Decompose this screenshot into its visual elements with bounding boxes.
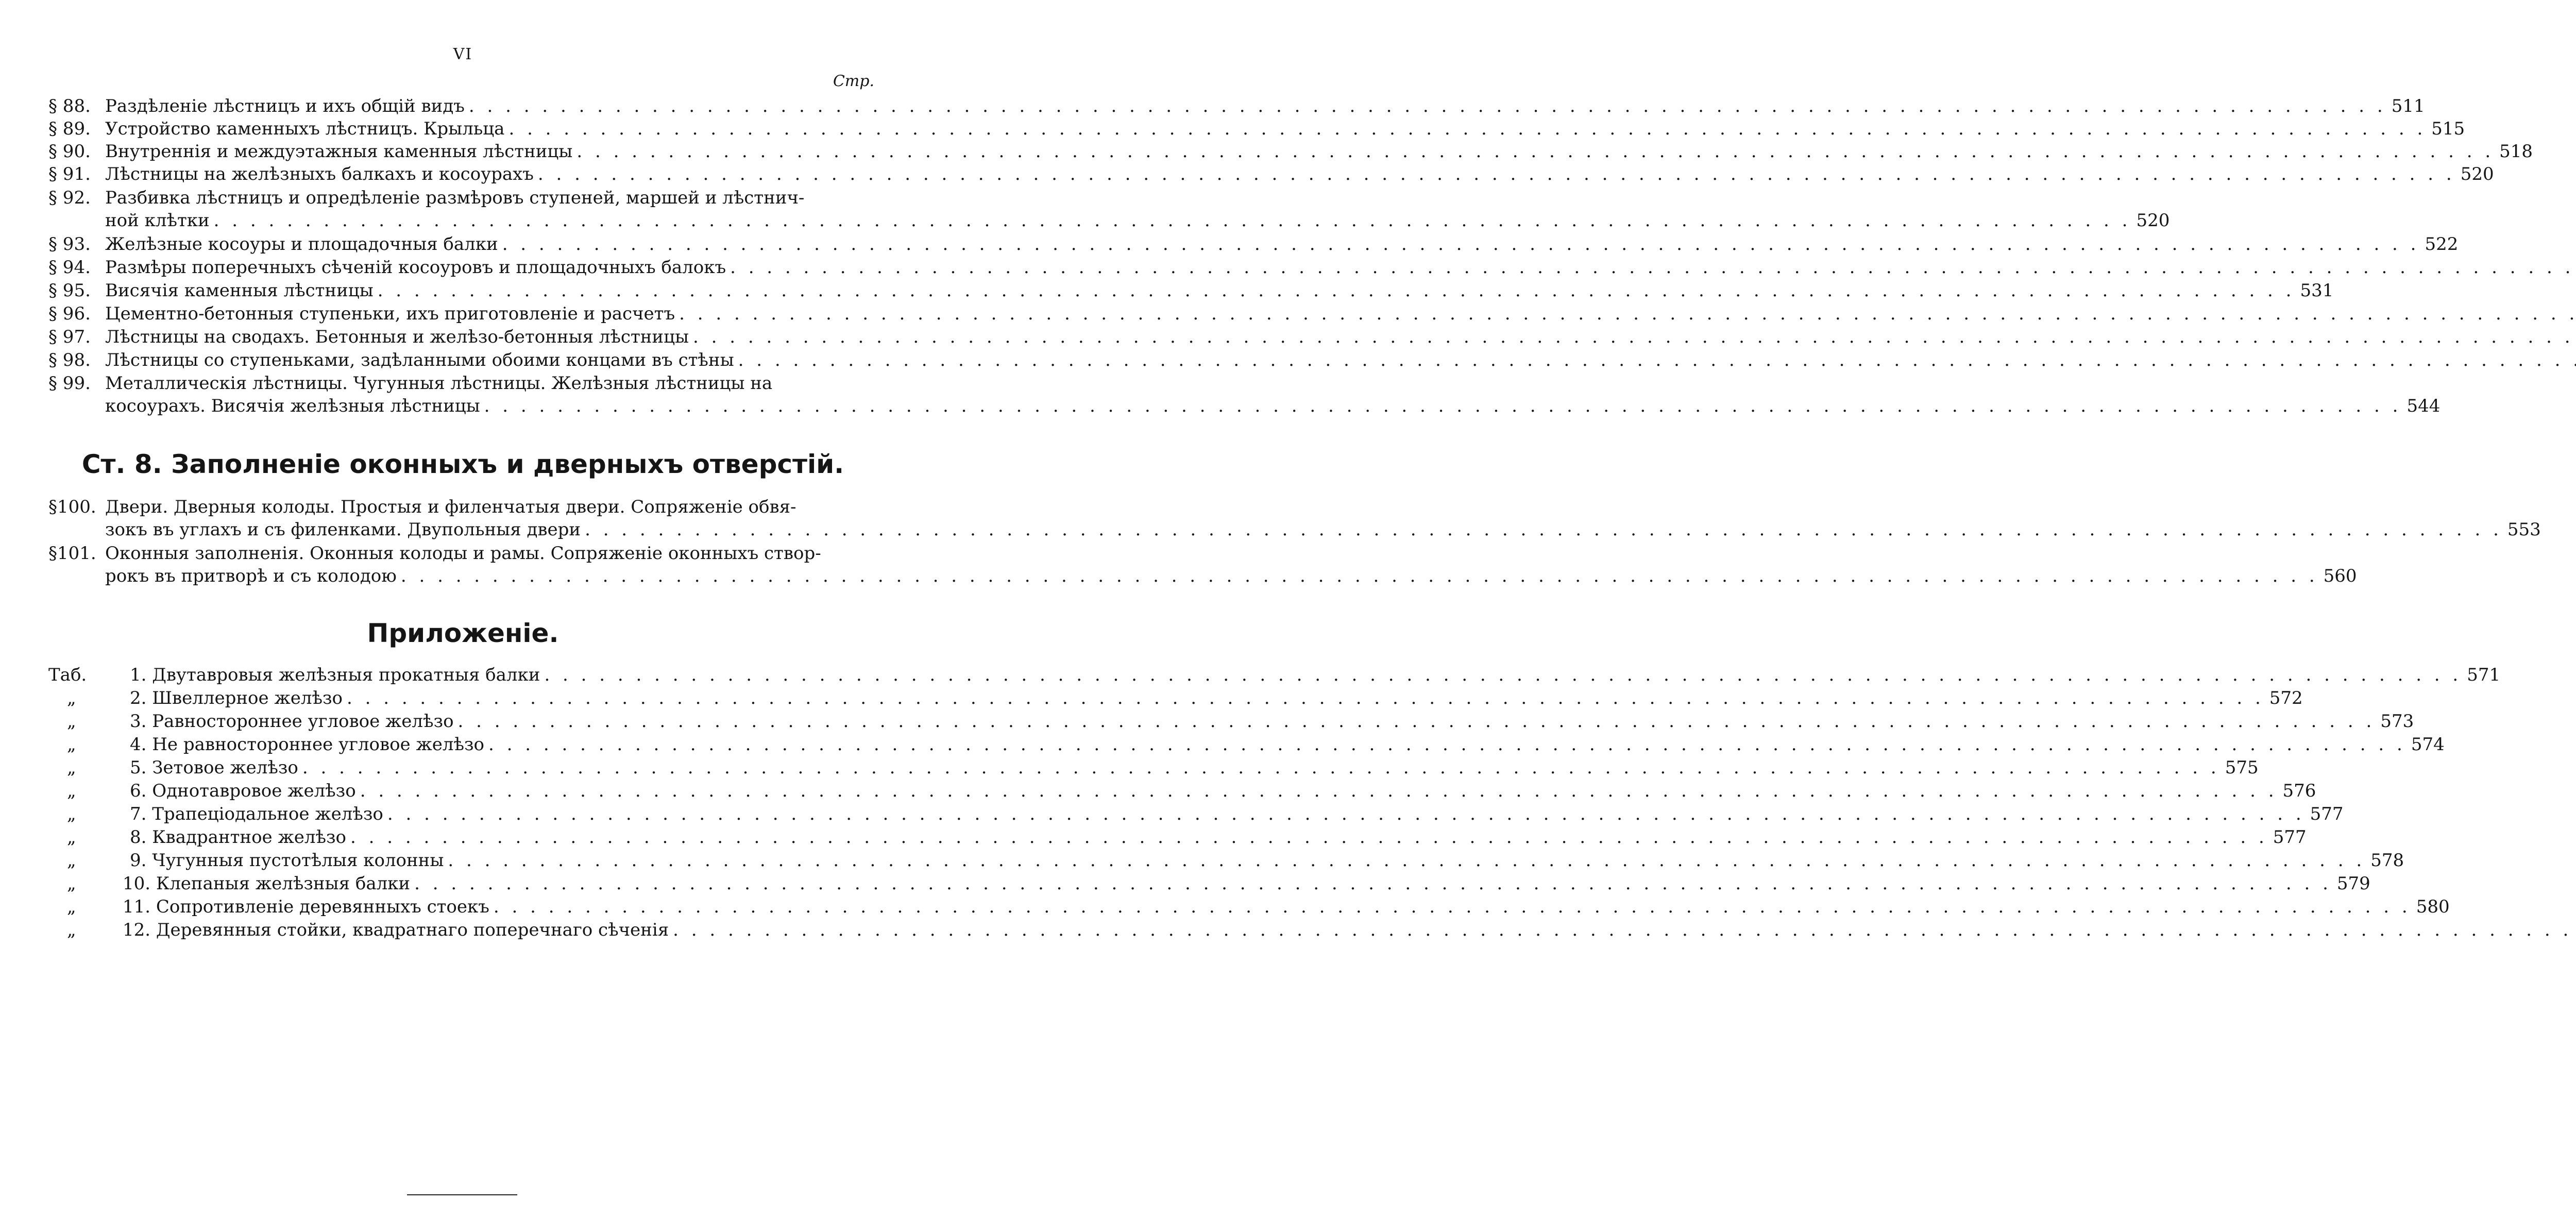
leader-dots (689, 326, 2576, 348)
leader-dots (498, 233, 2420, 256)
table-entry (48, 919, 878, 941)
toc-entry (48, 140, 2533, 163)
entry-title: Разбивка лѣстницъ и опредѣленіе размѣровъ ступеней, маршей и лѣстнич- (105, 188, 805, 208)
entry-number: § 93. (48, 234, 91, 255)
entry-page: 578 (2370, 850, 2404, 871)
entry-title-cont: ной клѣтки (105, 210, 210, 231)
table-entry (48, 895, 2450, 918)
leader-dots (572, 140, 2494, 163)
leader-dots (397, 565, 2318, 587)
entry-page: 522 (2425, 234, 2459, 255)
leader-dots (540, 664, 2462, 686)
leader-dots (726, 256, 2576, 279)
entry-title: 2. Швеллерное желѣзо (130, 688, 343, 708)
entry-title: Цементно-бетонныя ступеньки, ихъ приготовленіе и расчетъ (105, 303, 675, 324)
leader-dots (444, 849, 2365, 872)
entry-page: 580 (2416, 896, 2450, 917)
toc-entry (48, 302, 878, 325)
entry-number: „ (67, 896, 76, 917)
toc-entry (48, 233, 2459, 256)
toc-entry (48, 372, 2441, 417)
leader-dots (734, 349, 2576, 371)
entry-title: 12. Деревянныя стойки, квадратнаго поперечнаго сѣченія (123, 920, 669, 940)
table-entry (48, 803, 2344, 825)
entry-number: § 88. (48, 96, 91, 116)
table-entry (48, 780, 2316, 802)
entry-page: 515 (2431, 119, 2465, 139)
entry-page: 575 (2225, 757, 2259, 778)
entry-number: § 91. (48, 164, 91, 184)
table-entry (48, 872, 2370, 895)
table-entry (48, 710, 2414, 733)
entry-number: §100. (48, 497, 96, 517)
leader-dots (343, 687, 2264, 709)
entry-number: § 96. (48, 303, 91, 324)
entry-title: Лѣстницы на сводахъ. Бетонныя и желѣзо-бетонныя лѣстницы (105, 327, 689, 347)
entry-title-cont: косоурахъ. Висячія желѣзныя лѣстницы (105, 396, 480, 416)
entry-number: § 90. (48, 141, 91, 162)
entry-title: 6. Однотавровое желѣзо (130, 781, 356, 801)
leader-dots (534, 163, 2455, 185)
entry-number: „ (67, 734, 76, 755)
toc-entry (48, 95, 2425, 117)
entry-page: 560 (2323, 566, 2357, 586)
chapter-heading: Ст. 8. Заполненіе оконныхъ и дверныхъ отверстій. (81, 449, 844, 479)
leader-dots (383, 803, 2305, 825)
entry-page: 553 (2507, 519, 2541, 540)
entry-title: 11. Сопротивленіе деревянныхъ стоекъ (123, 896, 489, 917)
entry-title: 3. Равностороннее угловое желѣзо (130, 711, 454, 732)
entry-title: 9. Чугунныя пустотѣлыя колонны (130, 850, 444, 871)
entry-page: 520 (2136, 210, 2170, 231)
leader-dots (675, 302, 2576, 325)
entry-page: 579 (2336, 873, 2370, 894)
table-entry (48, 664, 2501, 686)
page-number: VI (453, 45, 473, 63)
entry-number: „ (67, 688, 76, 708)
leader-dots (465, 95, 2386, 117)
toc-entry (48, 163, 2494, 185)
entry-number: § 95. (48, 280, 91, 301)
entry-page: 577 (2273, 827, 2307, 848)
entry-number: § 98. (48, 350, 91, 370)
leader-dots (504, 117, 2426, 140)
leader-dots (298, 756, 2220, 779)
toc-entry (48, 496, 2541, 541)
entry-page: 572 (2269, 688, 2303, 708)
entry-page: 571 (2467, 665, 2501, 685)
entry-number: „ (67, 781, 76, 801)
toc-entry (48, 256, 878, 279)
table-entry (48, 756, 2259, 779)
leader-dots (346, 826, 2268, 849)
entry-number: § 97. (48, 327, 91, 347)
table-entry (48, 849, 2404, 872)
entry-title: Лѣстницы на желѣзныхъ балкахъ и косоурахъ (105, 164, 534, 184)
entry-title: Внутреннія и междуэтажныя каменныя лѣстницы (105, 141, 573, 162)
entry-title-cont: рокъ въ притворѣ и съ колодою (105, 566, 397, 586)
entry-title-cont: зокъ въ углахъ и съ филенками. Двупольныя двери (105, 519, 581, 540)
entry-title: Металлическія лѣстницы. Чугунныя лѣстницы. Желѣзныя лѣстницы на (105, 373, 773, 394)
entry-title: Двери. Дверныя колоды. Простыя и филенчатыя двери. Сопряженіе обвя- (105, 497, 796, 517)
entry-number: §101. (48, 543, 96, 564)
toc-entry (48, 349, 878, 371)
entry-title: Устройство каменныхъ лѣстницъ. Крыльца (105, 119, 505, 139)
entry-page: 511 (2391, 96, 2425, 116)
leader-dots (581, 518, 2502, 541)
entry-title: 4. Не равностороннее угловое желѣзо (130, 734, 485, 755)
table-entry (48, 733, 2445, 756)
leader-dots (480, 395, 2402, 417)
entry-number: „ (67, 850, 76, 871)
entry-title: Желѣзные косоуры и площадочныя балки (105, 234, 498, 255)
entry-page: 573 (2380, 711, 2414, 732)
entry-page: 520 (2460, 164, 2494, 184)
entry-number: „ (67, 920, 76, 940)
leader-dots (210, 209, 2131, 232)
entry-number: Таб. (48, 665, 87, 685)
table-entry (48, 687, 2303, 709)
entry-page: 577 (2310, 804, 2344, 824)
entry-title: Раздѣленіе лѣстницъ и ихъ общій видъ (105, 96, 465, 116)
entry-number: § 94. (48, 257, 91, 278)
entry-title: 7. Трапеціодальное желѣзо (130, 804, 383, 824)
entry-title: 5. Зетовое желѣзо (130, 757, 298, 778)
appendix-heading: Приложеніе. (367, 618, 559, 648)
entry-number: § 92. (48, 188, 91, 208)
leader-dots (489, 895, 2411, 918)
entry-number: § 99. (48, 373, 91, 394)
entry-title: 1. Двутавровыя желѣзныя прокатныя балки (130, 665, 540, 685)
leader-dots (374, 279, 2295, 302)
entry-number: „ (67, 827, 76, 848)
leader-dots (410, 872, 2332, 895)
entry-title: 10. Клепаныя желѣзныя балки (123, 873, 411, 894)
leader-dots (454, 710, 2376, 733)
toc-entry (48, 542, 2357, 587)
pages-column-label: Стр. (833, 72, 874, 90)
entry-number: „ (67, 711, 76, 732)
leader-dots (669, 919, 2576, 941)
toc-entry (48, 279, 2334, 302)
entry-title: Размѣры поперечныхъ сѣченій косоуровъ и площадочныхъ балокъ (105, 257, 726, 278)
entry-number: § 89. (48, 119, 91, 139)
leader-dots (484, 733, 2406, 756)
entry-page: 518 (2499, 141, 2533, 162)
toc-entry (48, 117, 2465, 140)
entry-page: 576 (2282, 781, 2316, 801)
entry-title: Оконныя заполненія. Оконныя колоды и рамы. Сопряженіе оконныхъ створ- (105, 543, 821, 564)
toc-entry (48, 326, 878, 348)
entry-number: „ (67, 873, 76, 894)
entry-page: 574 (2411, 734, 2445, 755)
entry-title: Лѣстницы со ступеньками, задѣланными обоими концами въ стѣны (105, 350, 734, 370)
footer-rule (407, 1194, 517, 1195)
toc-entry (48, 187, 2170, 232)
table-entry (48, 826, 2307, 849)
entry-number: „ (67, 757, 76, 778)
entry-title: 8. Квадрантное желѣзо (130, 827, 346, 848)
leader-dots (356, 780, 2278, 802)
entry-page: 544 (2406, 396, 2441, 416)
entry-page: 531 (2300, 280, 2334, 301)
entry-title: Висячія каменныя лѣстницы (105, 280, 374, 301)
entry-number: „ (67, 804, 76, 824)
